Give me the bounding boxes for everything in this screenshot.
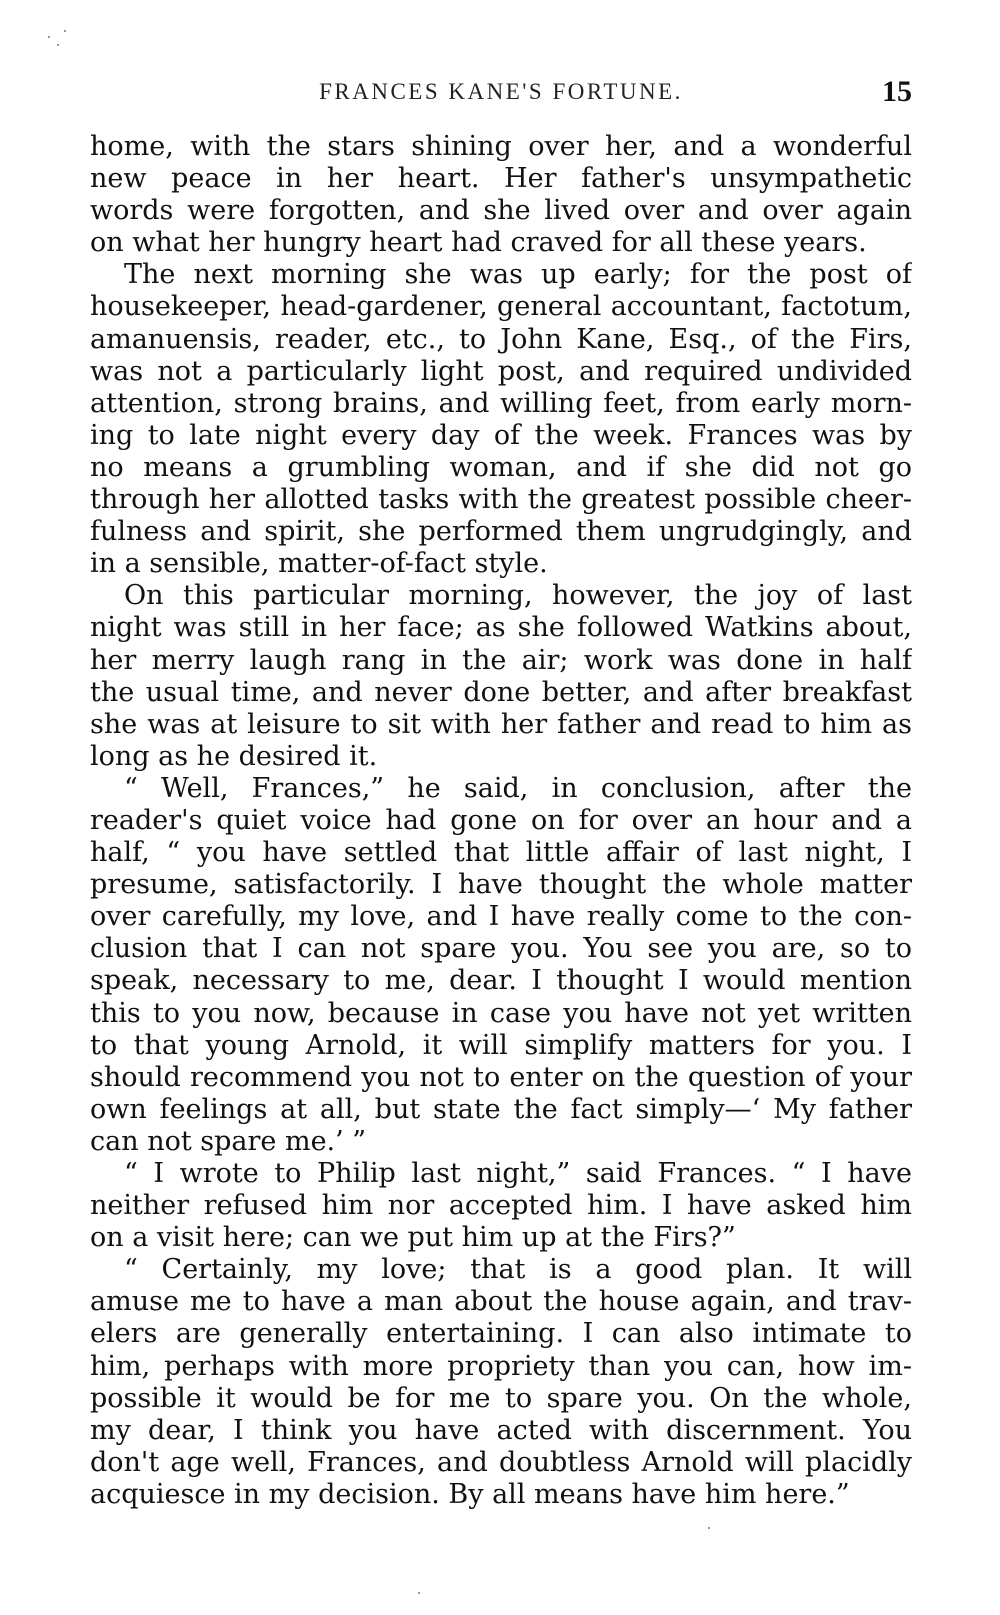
text-line: to that young Arnold, it will simplify matters for you. I xyxy=(90,1029,912,1061)
scan-speck xyxy=(64,30,66,32)
text-line: no means a grumbling woman, and if she did not go xyxy=(90,451,912,483)
text-line: long as he desired it. xyxy=(90,740,378,772)
scan-speck xyxy=(57,44,59,46)
text-line: neither refused him nor accepted him. I have asked him xyxy=(90,1190,912,1222)
text-line: him, perhaps with more propriety than you can, how im- xyxy=(90,1350,912,1382)
text-line: home, with the stars shining over her, and a wonderful xyxy=(90,131,912,162)
text-line: housekeeper, head-gardener, general accountant, factotum, xyxy=(90,291,912,323)
text-line: attention, strong brains, and willing feet, from early morn- xyxy=(90,387,912,419)
text-line: my dear, I think you have acted with discernment. You xyxy=(90,1414,912,1446)
text-line: amanuensis, reader, etc., to John Kane, Esq., of the Firs, xyxy=(90,323,912,355)
text-line: possible it would be for me to spare you. On the whole, xyxy=(90,1382,912,1414)
text-line: in a sensible, matter-of-fact style. xyxy=(90,548,548,580)
text-line: she was at leisure to sit with her father and read to him as xyxy=(90,708,912,740)
text-line: should recommend you not to enter on the question of your xyxy=(90,1061,912,1093)
text-line: acquiesce in my decision. By all means have him here.” xyxy=(90,1478,850,1510)
paragraph-start-line: “ Well, Frances,” he said, in conclusion, after the xyxy=(124,772,912,804)
text-line: new peace in her heart. Her father's unsympathetic xyxy=(90,163,912,195)
text-line: ing to late night every day of the week. Frances was by xyxy=(90,419,912,451)
page-number: 15 xyxy=(882,75,912,108)
text-line: clusion that I can not spare you. You see you are, so to xyxy=(90,933,912,965)
text-line: through her allotted tasks with the greatest possible cheer- xyxy=(90,484,912,516)
text-line: half, “ you have settled that little affair of last night, I xyxy=(90,837,912,869)
text-line: on what her hungry heart had craved for all these years. xyxy=(90,227,867,259)
paragraph-start-line: “ I wrote to Philip last night,” said Frances. “ I have xyxy=(124,1158,912,1189)
text-line: reader's quiet voice had gone on for over an hour and a xyxy=(90,804,912,836)
text-line: this to you now, because in case you have not yet written xyxy=(90,997,912,1029)
text-line: elers are generally entertaining. I can also intimate to xyxy=(90,1318,912,1350)
text-line: don't age well, Frances, and doubtless Arnold will placidly xyxy=(90,1446,912,1478)
text-line: fulness and spirit, she performed them ungrudgingly, and xyxy=(90,516,912,548)
text-line: was not a particularly light post, and required undivided xyxy=(90,355,912,387)
running-title: FRANCES KANE'S FORTUNE. xyxy=(319,79,683,104)
scan-speck xyxy=(418,1592,420,1594)
text-line: the usual time, and never done better, and after breakfast xyxy=(90,676,912,708)
text-line: can not spare me.’ ” xyxy=(90,1125,367,1157)
text-line: her merry laugh rang in the air; work was done in half xyxy=(90,644,912,676)
running-head xyxy=(90,72,912,112)
scan-speck xyxy=(708,1527,710,1529)
text-line: on a visit here; can we put him up at the Firs?” xyxy=(90,1222,736,1254)
paragraph-start-line: “ Certainly, my love; that is a good plan. It will xyxy=(124,1254,912,1286)
body-text xyxy=(90,131,912,1511)
text-line: night was still in her face; as she followed Watkins about, xyxy=(90,612,912,644)
text-line: presume, satisfactorily. I have thought the whole matter xyxy=(90,869,912,901)
paragraph-start-line: On this particular morning, however, the joy of last xyxy=(124,580,912,612)
text-line: words were forgotten, and she lived over and over again xyxy=(90,195,912,227)
text-line: own feelings at all, but state the fact simply—‘ My father xyxy=(90,1093,912,1125)
text-line: amuse me to have a man about the house again, and trav- xyxy=(90,1286,912,1318)
text-line: speak, necessary to me, dear. I thought I would mention xyxy=(90,965,912,997)
scan-speck xyxy=(48,36,50,38)
text-line: over carefully, my love, and I have really come to the con- xyxy=(90,901,912,933)
paragraph-start-line: The next morning she was up early; for the post of xyxy=(124,259,912,291)
